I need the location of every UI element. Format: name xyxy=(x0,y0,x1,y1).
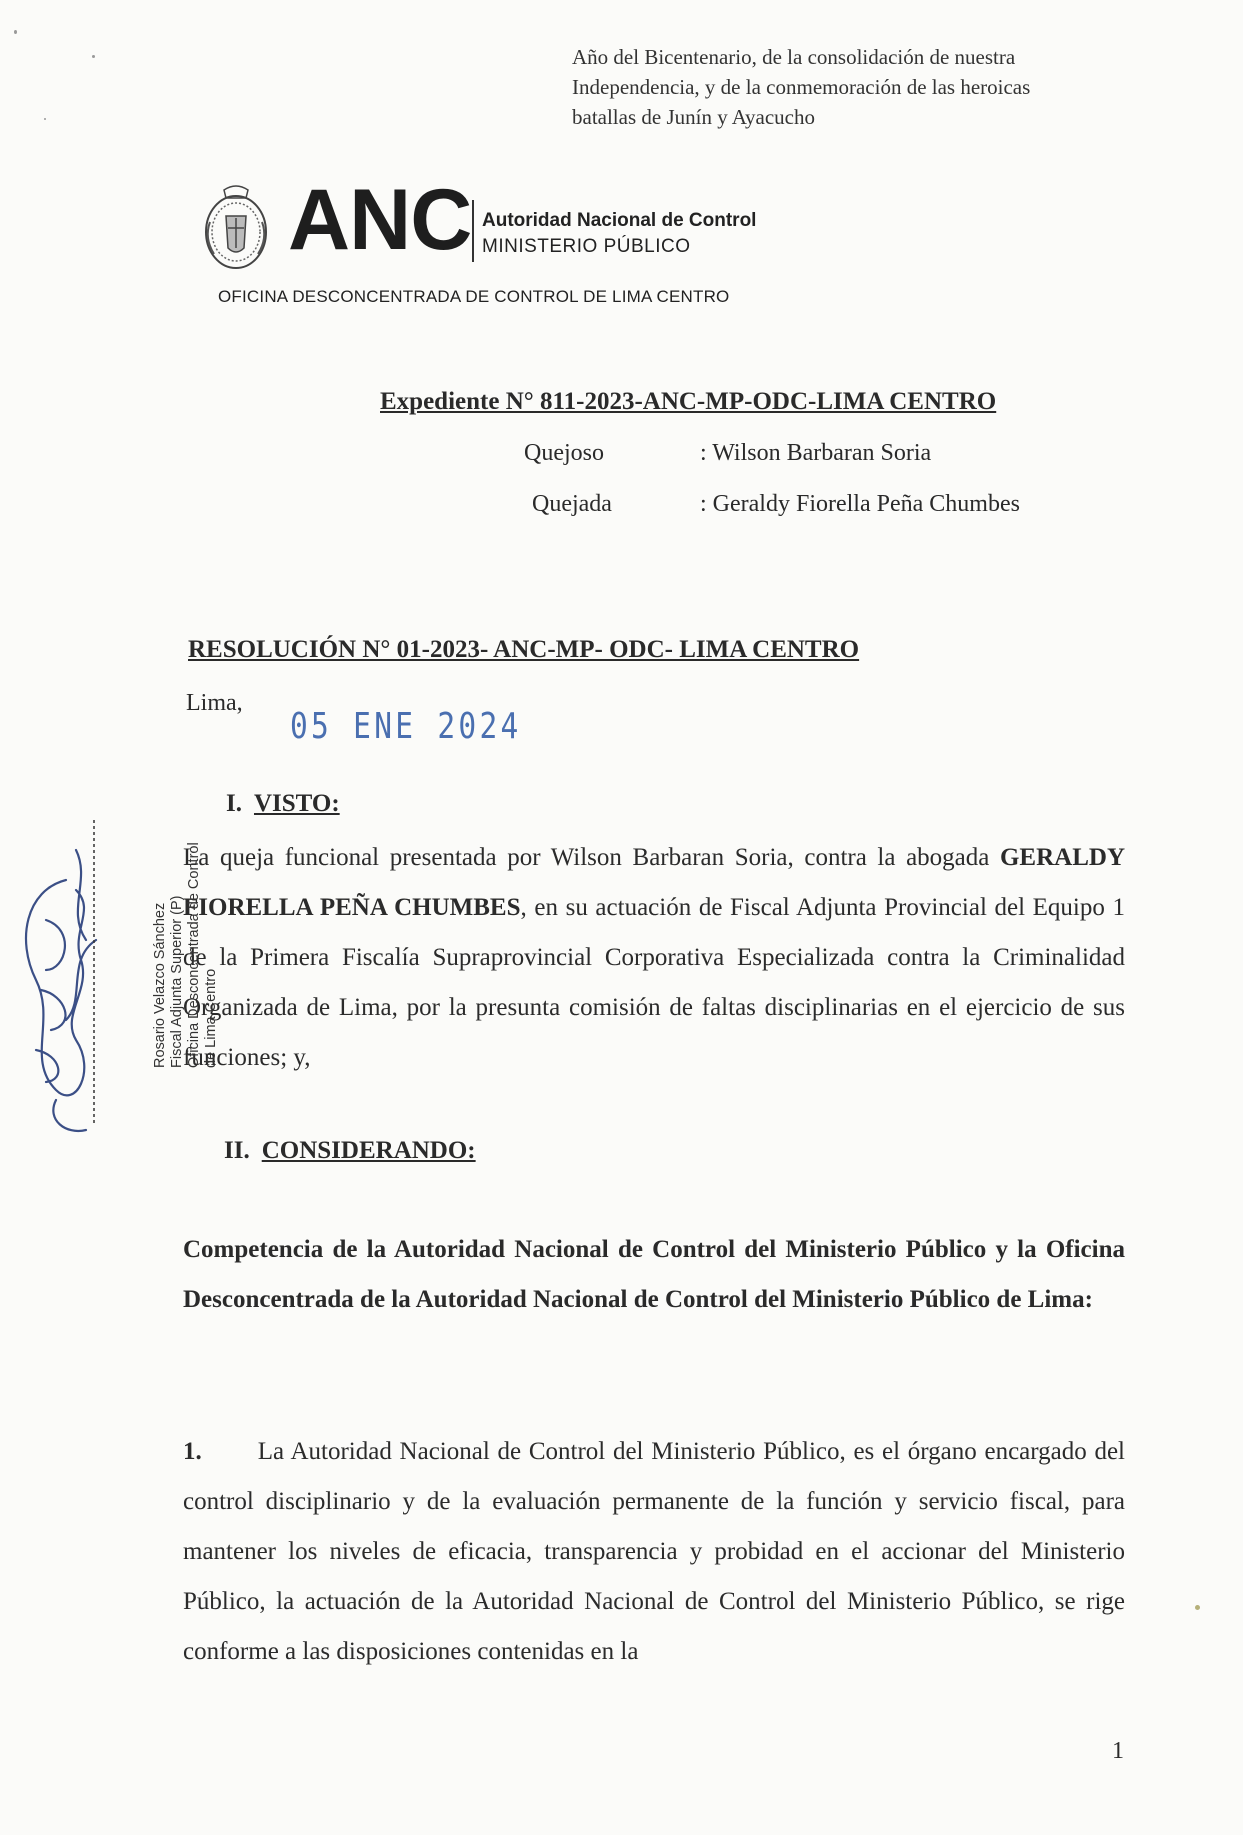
scan-speck xyxy=(1195,1605,1200,1610)
handwritten-signature-icon xyxy=(6,820,176,1150)
signature-caption xyxy=(152,842,220,1068)
section-title: CONSIDERANDO: xyxy=(261,1137,476,1164)
resolution-title: RESOLUCIÓN N° 01-2023- ANC-MP- ODC- LIMA CENTRO xyxy=(188,636,860,663)
respondent-label: Quejada xyxy=(532,491,612,517)
logo-divider xyxy=(472,200,474,262)
section-title: VISTO: xyxy=(253,790,340,817)
date-stamp: 05 ENE 2024 xyxy=(290,706,522,747)
place-label: Lima, xyxy=(186,690,243,716)
section-considerando-heading xyxy=(224,1137,476,1165)
signature-stamp xyxy=(6,820,176,1150)
paragraph-number: 1. xyxy=(183,1438,202,1465)
scan-speck xyxy=(44,118,46,120)
visto-text-part1: La queja funcional presentada por Wilson Barbaran Soria, contra la abogada xyxy=(183,844,1000,871)
section-number: II. xyxy=(224,1137,250,1164)
competence-heading: Competencia de la Autoridad Nacional de Control del Ministerio Público y la Oficina Desconcentrada de la Autoridad Nacional de Control del Ministerio Público de Lima: xyxy=(183,1236,1125,1313)
motto-line-3: batallas de Junín y Ayacucho xyxy=(572,105,816,129)
scan-speck xyxy=(14,30,17,34)
paragraph-1 xyxy=(183,1427,1125,1677)
signer-role: Fiscal Adjunta Superior (P) xyxy=(169,895,185,1068)
signer-name: Rosario Velazco Sánchez xyxy=(152,902,168,1068)
section-visto-heading xyxy=(226,790,340,818)
paragraph-1-text: La Autoridad Nacional de Control del Ministerio Público, es el órgano encargado del control disciplinario y de la evaluación permanente de la función y servicio fiscal, para mantener los niveles de eficacia, transparencia y probidad en el accionar del Ministerio Público, la actuación de la Autoridad Nacional de Control del Ministerio Público, se rige conforme a las disposiciones contenidas en la xyxy=(183,1438,1125,1665)
org-subname: MINISTERIO PÚBLICO xyxy=(482,236,691,257)
signer-office-line2: de Lima Centro xyxy=(203,968,219,1068)
respondent-name-bold: GERALDY FIORELLA PEÑA CHUMBES xyxy=(183,844,1125,921)
signer-office-line1: Oficina Desconcentrada de Control xyxy=(186,842,202,1068)
complainant-label: Quejoso xyxy=(524,440,604,466)
year-motto xyxy=(572,42,1172,132)
complainant-value: : Wilson Barbaran Soria xyxy=(700,440,932,466)
visto-text-part2: , en su actuación de Fiscal Adjunta Provincial del Equipo 1 de la Primera Fiscalía Supraprovincial Corporativa Especializada contra la Criminalidad Organizada de Lima, por la presunta comisión de faltas disciplinarias en el ejercicio de sus funciones; y, xyxy=(183,894,1125,1071)
coat-of-arms-icon xyxy=(200,182,272,272)
scan-speck xyxy=(92,55,95,58)
office-name: OFICINA DESCONCENTRADA DE CONTROL DE LIMA CENTRO xyxy=(218,287,730,306)
case-number: Expediente N° 811-2023-ANC-MP-ODC-LIMA CENTRO xyxy=(380,388,997,415)
page-number: 1 xyxy=(1112,1738,1124,1764)
motto-line-2: Independencia, y de la conmemoración de las heroicas xyxy=(572,75,1031,99)
org-name: Autoridad Nacional de Control xyxy=(482,210,757,231)
anc-logotype: ANC xyxy=(288,172,472,268)
institution-logo xyxy=(200,172,820,275)
visto-paragraph xyxy=(183,833,1125,1083)
respondent-value: : Geraldy Fiorella Peña Chumbes xyxy=(700,491,1020,517)
section-number: I. xyxy=(226,790,242,817)
motto-line-1: Año del Bicentenario, de la consolidación de nuestra xyxy=(572,45,1016,69)
